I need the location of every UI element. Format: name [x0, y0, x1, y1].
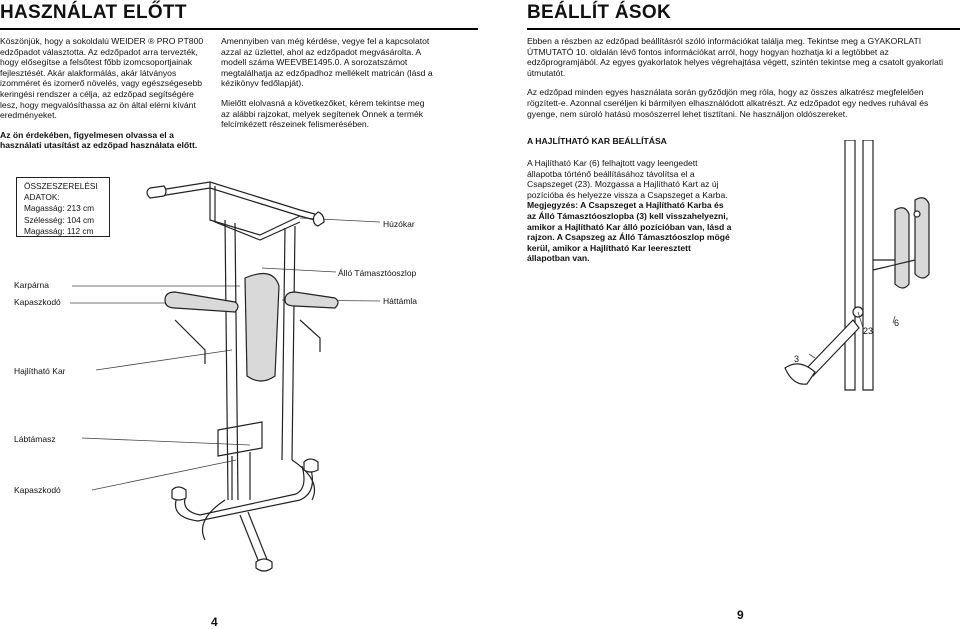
section-text: A Hajlítható Kar (6) felhajtott vagy leengedett állapotba történő beállításához távolítsa el a Csapszeget (23). Mozgassa a Hajlítható Kart az új pozícióba és helyezze vissza a Csapszeget a Karba.	[527, 158, 728, 200]
label-huzokar: Húzókar	[383, 219, 415, 229]
label-hattamla: Háttámla	[383, 296, 418, 306]
equipment-drawing	[0, 160, 478, 580]
section-note: Megjegyzés: A Csapszeget a Hajlítható Karba és az Álló Támasztóoszlopba (3) kell visszahelyezni, amikor a Hajlítható Kar álló pozícióban van, lásd a rajzon. A Csapszeg az Álló Támasztóoszlop mögé kerül, amikor a Hajlítható Kar leeresztett állapotban van.	[527, 200, 732, 264]
page-title-left: HASZNÁLAT ELŐTT	[0, 2, 187, 23]
left-column-1	[0, 36, 212, 160]
warning-paragraph: Az ön érdekében, figyelmesen olvassa el a használati utasítást az edzőpad használata előtt.	[0, 129, 198, 151]
right-intro	[527, 36, 952, 128]
callout-6: 6	[894, 318, 900, 328]
intro-paragraph: Köszönjük, hogy a sokoldalú WEIDER ® PRO PT800 edzőpadot választotta. Az edzőpadot arra tervezték, hogy elősegítse a felsőtest főbb izomcsoportjainak fejlesztését. Akár alakformálás, akár látványos izomméret és izomerő növelés, vagy egészségesebb keringési rendszer a célja, az edzőpad segítségére lesz, hogy megvalósíthassa az ön által elérni kívánt eredményeket.	[0, 36, 204, 121]
page-number-right: 9	[737, 608, 744, 622]
section-body	[527, 158, 733, 273]
callout-23: 23	[863, 326, 874, 336]
drawing-intro-paragraph: Mielőtt elolvasná a következőket, kérem tekintse meg az alábbi rajzokat, melyek segítenek Önnek a termék felcímkézett részeinek felismerésében.	[221, 97, 425, 130]
specs-length: Magasság: 112 cm	[24, 225, 94, 236]
right-paragraph-2: Az edzőpad minden egyes használata során győződjön meg róla, hogy az összes alkatrész megfelelően rögzített-e. Azonnal cseréljen ki bármilyen elhasználódott alkatrészt. Az edzőpadot egy nedves ruhával és gyenge, nem súroló hatású mosószerrel lehet tisztítani. Ne használjon oldószereket.	[527, 87, 929, 119]
label-labtamasz: Lábtámasz	[14, 434, 56, 444]
label-kapaszkodo-1: Kapaszkodó	[14, 297, 61, 307]
specs-title: ÖSSZESZERELÉSI ADATOK:	[24, 181, 98, 203]
adjustment-diagram	[745, 140, 960, 410]
label-hajlithato-kar: Hajlítható Kar	[14, 366, 66, 376]
contact-paragraph: Amennyiben van még kérdése, vegye fel a kapcsolatot azzal az üzlettel, ahol az edzőpadot megvásárolta. A modell száma WEEVBE1495.0. A sorozatszámot megtalálhatja az edzőpadhoz mellékelt matricán (lásd a kézikönyv fedőlapját).	[221, 36, 433, 89]
specs-height: Magasság: 213 cm	[24, 203, 95, 214]
right-header	[527, 2, 960, 30]
label-karparna: Karpárna	[14, 280, 49, 290]
left-column-2	[221, 36, 433, 139]
page-number-left: 4	[211, 615, 218, 629]
label-kapaszkodo-2: Kapaszkodó	[14, 485, 61, 495]
label-allo-tamasztooszlop: Álló Támasztóoszlop	[338, 268, 417, 278]
section-heading: A HAJLÍTHATÓ KAR BEÁLLÍTÁSA	[527, 136, 667, 146]
callout-3: 3	[794, 354, 800, 364]
page-title-right: BEÁLLÍT ÁSOK	[527, 2, 671, 23]
right-paragraph-1: Ebben a részben az edzőpad beállításról szóló információkat találja meg. Tekintse meg a GYAKORLATI ÚTMUTATÓ 10. oldalán lévő fontos információkat arról, hogy hogyan hozhatja ki a legtöbbet az edzőprogramjából. Az egyes gyakorlatok helyes végrehajtása végett, szintén tekintse meg a csatolt gyakorlati útmutatót.	[527, 36, 944, 78]
specs-width: Szélesség: 104 cm	[24, 214, 95, 225]
left-header	[0, 2, 478, 30]
